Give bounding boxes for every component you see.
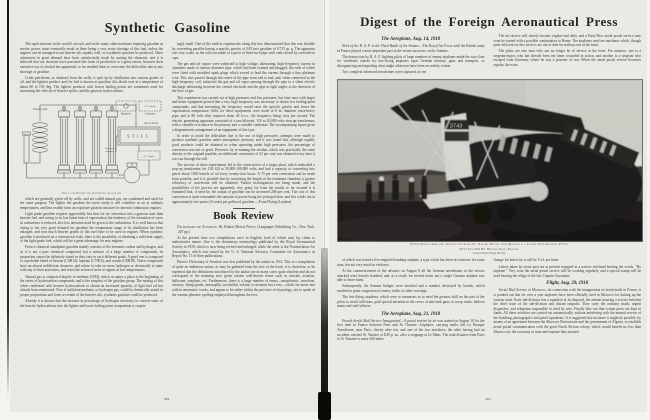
still-diagram-figure [20,97,163,195]
paragraph: In order to avoid the difficulties due to the use of high pressures, attempts were made to produce synthetic gasoline under atmospheric pressure, and it was found that, although equally good products could be obtained as when operating under high pressures, the percentage of conversion was not so great. However, by re-running the residue, which was practically the same density as the original paraffin, an additional conversion of 32 per cent was obtained every time it was run through the still. [172,133,315,161]
book-title: Dictionary of Aviation. [177,225,218,230]
diagram-label-treatment: Treatment [104,148,114,151]
photo-credit: Central News Photo Service [472,251,506,256]
paragraph: The success of these experiments led to the construction of a larger plant, which embodied a step-up transformer for 110-120 to 50,000-100,000 volts, and had a capacity of converting into petrol about 1500 barrels of oil every twenty-four hours. A 70 per cent conversion can be made from paraffin, and it is possible that by increasing the length of the treatment chambers a greater efficiency of conversion will be obtained. Further investigations are being made, and the possibilities of the process are apparently very great, for from the results so far secured it is estimated that, if need be, the output of gasoline can be increased 200 per cent. The cost of this conversion is quite reasonable, the amount of power being the principal item, and this works out at approximately two-pence (4 cents) per gallon of gasoline.—From Flying (London). [172,162,315,204]
diagram-caption: Still for Producing Synthetic Gasoline [61,190,122,195]
gutter-shadow-foot [318,392,331,420]
diagram-label-regulator: Regulator [120,112,132,116]
paragraph: From a chemical standpoint gasoline mainly consists of the elements carbon and hydrogen, and as it is not a pure chemical compound, but a mixture of a large number of compounds, its proportion cannot be definitely stated as they vary in each different grade. A good one is composed of a probable blend of hexane (C6H14), heptane (C7H16), and octane (C8H18). These compounds have an almost indifferent character, and refuse to take on more hydrogen or chemically to unite with any of their associates, and resist the action of most re-agents at low temperatures. [20,245,163,273]
article-heading-aeroplane-aug14: The Aeroplane, Aug. 14, 1918 [381,37,441,42]
right-page [329,0,647,412]
left-page-column-2 [172,42,315,310]
article-lead: Aerial Mail Service in Morocco [498,288,545,293]
paragraph: Work of the R. A. F. in the Third Battle of the Somme—The Royal Air Force with the British army in France played a most important part in the recent successes on the Somme. [337,44,485,53]
diagram-label-chambers: chambers [105,151,114,154]
paragraph: This experiment was carried out at high pressures and low pressures, but later ones with larger and better equipment proved that a very high frequency was necessary to obtain low boiling-point compounds, and that increasing the frequency would raise the specific gravity and lower the vaporization temperature. Stills for these equipments were made of 6 in. diameter extra-heavy pipe, and at 80 volts they required about 40 k.v.a., the frequency being sixty per second. The electric generating apparatus consisted of a one kilowatt, 110 to 20,000 volts step-up transformer, with a variable re-actance in the primary and a variable condenser. The accompanying figure gives a diagrammatic arrangement of an equipment of this type. [172,95,315,132]
right-page-column-1 [337,34,485,76]
paragraph: of which was found a five-engined bombing airplane, a type which has been in existence for some time, but not very much in evidence. [337,258,485,268]
paragraph: The rapid increase in the world's aircraft, and in the many other machines requiring gasoline as motive power, must eventually result in there being a very acute shortage of this fuel, unless the engines can be arranged to use heavier oils equally well, or a synthetic gasoline be produced. Other substances in great demand have been satisfactorily made by uniting the elements, and it is believed that our chemists have practised this form of production to a great extent, however their extensive use of alcohol has apparently so far enabled them to overcome the difficulties due to any shortage of gasoline. [20,42,163,74]
paragraph: Two complete advanced aerodromes were captured, at one [342,69,427,74]
paragraph: Pierce's Dictionary of Aviation was first published by the author in 1911. This is a compilation of quite an ambitious nature, as may be gathered from the size of the book; it is, therefore, to be regretted that the definitions introduced by the author are in many cases quite obsolete and do not correspond to the meaning now given certain well-known terms such as aircraft, aviation, balloonet, seaplane, etc. Furthermore, there is a large number of terms—aerophrastic, aerodone, aviatory, flying-grade, aeronapilly, trochoidal, volator, to mention but a few—which are never met with in aeronautic works, and appear to be rather within the province of etymology, not to speak of the various phonetic spelling employed throughout the text. [172,260,315,297]
still-diagram [20,97,163,189]
paragraph: The air service will shortly become regular and daily, and a Paris-Nice aerial postal service may soon be started with a possible continuation to Rome. The airplanes used are machines which, though quite efficient for this service, are out of date for military use at the front. [493,34,641,48]
digest-title: Digest of the Foreign Aeronautical Press [360,14,618,29]
paragraph: At the present time two compilations exist in English, both of which may lay claim to authoritative nature. One is the elementary terminology published by the Royal Aeronautical Society in 1918, which is now being revised and enlarged, while the other is the Nomenclature for Aeronautics, which was issued by the U. S. National Advisory Committee for Aeronautics as Report No. 15 of their publications. [172,235,315,259]
diagram-label-ac-supply-top: A.C. Supply [144,105,156,109]
section-divider-rule [233,208,255,209]
page-gutter-line [324,0,325,252]
right-page-lower-column-1 [337,258,485,343]
scan-edge-line [7,0,9,398]
paragraph: French Aerial Mail Service Inaugurated—A postal service by air was started on August 18 for the first time in France between Paris and St. Nazaire. Airplanes, carrying mails, left Le Bourget Aerodrome, near Paris, shortly after ten, and one of the two machines, the other having had an accident, reached St. Nazaire at 8.20 p. m., after a stoppage at Le Mans. The total distance from Paris to St. Nazaire is some 200 miles. [337,318,485,342]
article-heading-aeroplane-aug21: The Aeroplane, Aug. 21, 1918 [381,311,441,317]
right-page-column-2 [494,34,642,76]
diagram-label-condenser: Condenser [144,112,156,116]
airplane-photo-block [337,79,641,255]
paragraph: Light grade gasoline requires appreciably less heat for its conversion into a gaseous state than heavier fuel, and owing to its low latent heat of vaporization the tendency of the formation of snow in carburetors is reduced, also less attention need be given to the carburetion. It is well known that owing to the very great demand for gasoline the temperature range of its distillation has been enlarged, and now much heavier grades of this fuel have to be used in engines. When synthetic gasoline is produced on a commercial scale, there is the possibility of obtaining a sufficient supply of the light-grade fuel, which will be a great advantage for aero engines. [20,211,163,244]
paragraph: Natural gas is composed largely of methane (CH4), which occupies a place at the beginning of the series of hydrocarbon compounds, and is the simplest of the gasoline group. The mixing of this when condensed with heavier hydrocarbons to obtain an increased quantity of light fuel oil has already been mentioned. Now if sufficient methane, or hydrogen gas, could be chemically united in proper proportions and form to certain of the heavier oils, synthetic gasoline could be produced. [20,274,163,297]
paragraph: Aerial Mail Service in Morocco—In connection with the inauguration of aerial mails in France, it is pointed out that for over a year airplanes have been officially used in Morocco for linking up the various units. Each sub-division has a squadron at its disposal, the airmen insuring a service between the chief town of the sub-division and distant outposts. They carry the ordinary mails, urgent dispatches, and telegrams impossible to send by wire. Finally they see that certain posts are kept in funds. All these activities are carried out automatically, without interfering with the normal service of the bombing, photographic and patrol squadrons. It is suggested that in future it might be possible, by means of an agreement between the Morocco Protectorate and the government of Algeria, to establish aerial postal communication with the great North African colony, which would benefit no less than Morocco by the economy in time and expense thus assured. [493,288,641,334]
diagram-label-still: STILL [127,133,151,139]
airplane-tail-number: 3743 [449,123,463,130]
article-lead: Work of the R. A. F. in the Third Battle of the Somme [342,44,419,48]
airplane-photo [337,79,643,242]
article-lead: French Aerial Mail Service Inaugurated [342,318,401,323]
paragraph: Already it is known that the increase in percentage of hydrogen necessary to convert some of the heavier hydrocarbons into the lighter and lower boiling point components is surpris- [20,299,163,308]
paragraph: ingly small. One of the earliest experiments along this line demonstrated that this was feasible by converting paraffin having a specific gravity of 0.83 into gasoline of 0.715 sp. g. The apparatus was very crude, as the still was made of a piece of three-inch pipe with ends closed by screwed-on caps. [172,42,315,60]
book-review-entry: Dictionary of Aviation. By Robert Morris Pierce. (Languages Publishing Co., New York. 207 pp.) [177,225,315,234]
paragraph: which are generally given off by wells, and are called natural gas, are condensed and used for the same purpose. The lighter the gasoline the more easily it will volatilize in air at ordinary temperatures, and thus readily form an explosive gaseous mixture for internal combustion engines. [20,196,163,210]
article-heading-flight-aug29: Flight, Aug. 29, 1918 [546,281,589,287]
page-number-right: 305 [485,397,491,401]
paragraph: The pilots are also men who can no longer be of service at the front. For instance, one is a sergeant-major, who has already been ten times wounded in action, and another is a sergeant who escaped from Germany, where he was a prisoner of war. When the aerial postal service becomes regular, the extra [493,49,641,68]
photo-caption-line1: French Postal Airplane, Used on the Paris-St. Nazaire Route—The Machine is a Letort Twin-Tractor, Fitted [410,242,568,247]
left-page [10,0,323,412]
book-review-heading: Book Review [213,211,274,223]
article-title-synthetic-gasoline: Synthetic Gasoline [104,21,231,36]
paragraph: Subsequently, the Somme bridges were attacked and a number destroyed by bombs, which resulted in great congestion of enemy traffic at other crossings. [337,284,485,293]
paragraph: The destruction by R. A. F. fighting pilots of large numbers of enemy airplanes made the way clear for wholesale attacks by low-flying airplanes upon German infantry, guns and transport, so disorganizing and impeding what might otherwise have been an orderly retreat. [337,54,485,68]
paragraph: At the commencement of the advance on August 8 all the German aerodromes in the sectors attacked were heavily bombed, and, as a result, for several hours not a single German airplane was able to leave them. [337,269,485,283]
page-number-left: 304 [163,397,170,401]
paragraph: Letters taken by aerial post are at present wrapped in a narrow red band bearing the words, "By airplane." Very soon the aerial postal service will be working regularly, and a special stamp will be used bearing the effigy of the late Captain Guynemer. [493,264,641,278]
right-page-lower-column-2 [494,258,642,343]
paragraph: The low-flying airplanes, which were so numerous as to need the greatest skill on the part of the pilots to avoid collisions, paid special attention to the crews of anti-tank guns, to troop trains, balloon teams and staff officers. [337,295,485,309]
diagram-label-ac-supply-bottom: A.C. Supply [143,155,155,158]
left-page-column-1 [20,42,163,310]
paragraph: Crude petroleum, as obtained from the wells, is split up by distillation into various grades of oil, and the lightest product used for fuel is known as gasoline; this distils over at a temperature of about 60 to 150 deg. The lightest products with lowest boiling points are sometimes used for increasing the velocity of heavier spirits, and the gaseous hydrocarbons, [20,75,163,94]
paragraph: The gas and oil vapors were subjected to high voltage, alternating, high-frequency current in chambers made of various diameter pipe, which had been reamed and plugged, the ends of which were fitted with moulded spark plugs which served to lead the current through a fine platinum wire. This wire passed through the center of the pipe from end to end, and, when connected to the high-frequency coil, subjected the gas and oil vapor passing through the pipe to a silent electric discharge alternating between the central electrode and the pipe at right angles to the direction of the flow of gas. [172,61,315,94]
diagram-label-gas-or-steam: Gas or Steam [143,122,158,126]
diagram-label-exhaust: Exhaust pipe [33,108,48,112]
paragraph: change for letters by it will be 1½d. per letter. [493,258,560,263]
photo-caption-line2: With Two 250 Hp. Hispano-Suiza Engines [459,246,519,251]
